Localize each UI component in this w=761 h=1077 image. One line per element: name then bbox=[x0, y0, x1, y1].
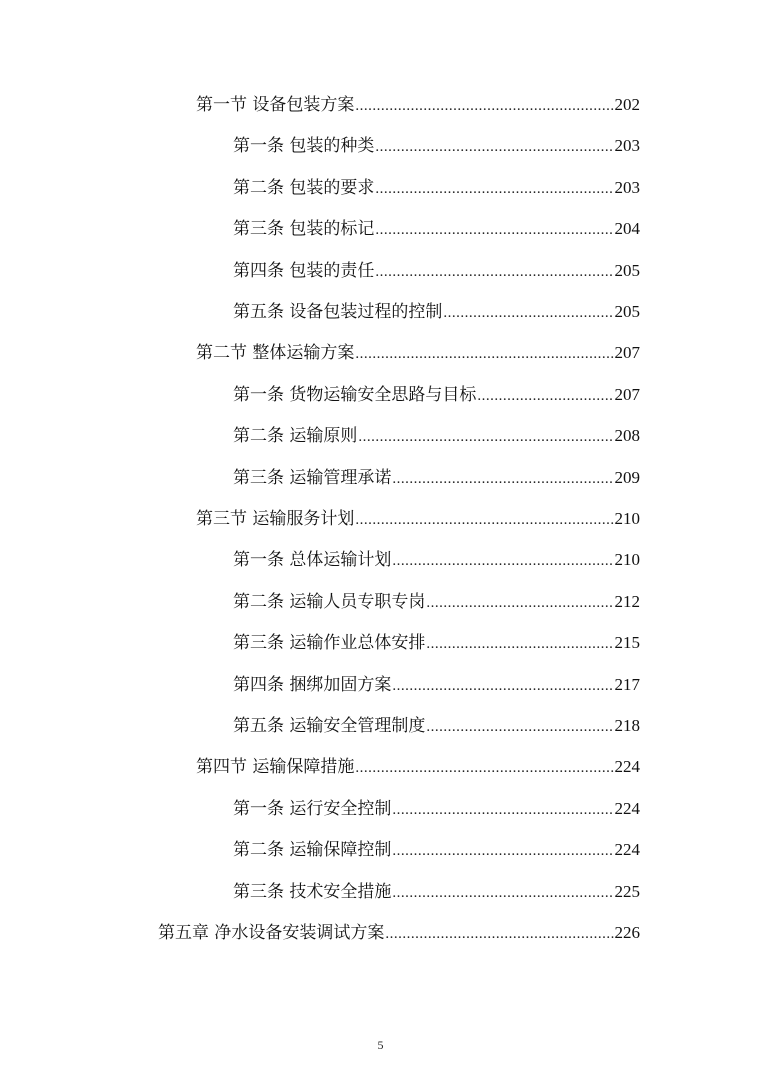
toc-entry-title: 第一条 运行安全控制 bbox=[233, 798, 392, 819]
toc-dot-leader bbox=[477, 381, 613, 411]
toc-entry-page: 203 bbox=[614, 136, 640, 156]
toc-entry-title: 第三条 技术安全措施 bbox=[233, 881, 392, 902]
toc-dot-leader bbox=[426, 629, 613, 659]
toc-entry-title: 第二条 运输人员专职专岗 bbox=[233, 591, 426, 612]
toc-entry-page: 207 bbox=[614, 384, 640, 404]
toc-entry-page: 205 bbox=[614, 260, 640, 280]
toc-entry-title: 第一条 包装的种类 bbox=[233, 136, 375, 157]
toc-entry-page: 217 bbox=[614, 674, 640, 694]
toc-entry-title: 第二节 整体运输方案 bbox=[196, 343, 355, 364]
toc-entry-page: 225 bbox=[614, 881, 640, 901]
toc-entry-title: 第一条 货物运输安全思路与目标 bbox=[233, 384, 477, 405]
toc-entry[interactable] bbox=[233, 173, 640, 203]
toc-entry-page: 218 bbox=[614, 716, 640, 735]
toc-entry-title: 第二条 包装的要求 bbox=[233, 177, 375, 198]
toc-entry[interactable] bbox=[233, 877, 640, 907]
toc-entry[interactable] bbox=[196, 90, 640, 120]
toc-dot-leader bbox=[392, 836, 613, 866]
toc-dot-leader bbox=[355, 91, 613, 121]
toc-entry[interactable] bbox=[233, 297, 640, 327]
toc-entry-page: 224 bbox=[614, 757, 640, 777]
toc-entry-page: 204 bbox=[614, 219, 640, 239]
toc-entry[interactable] bbox=[158, 918, 640, 948]
toc-dot-leader bbox=[375, 215, 613, 245]
toc-entry-title: 第四条 捆绑加固方案 bbox=[233, 674, 392, 695]
toc-dot-leader bbox=[375, 257, 613, 287]
toc-entry[interactable] bbox=[233, 380, 640, 410]
toc-dot-leader bbox=[426, 712, 613, 742]
toc-entry-title: 第三条 运输作业总体安排 bbox=[233, 633, 426, 654]
toc-entry-title: 第三条 包装的标记 bbox=[233, 219, 375, 240]
toc-dot-leader bbox=[426, 588, 613, 618]
toc-entry[interactable] bbox=[233, 711, 640, 741]
toc-dot-leader bbox=[355, 505, 613, 535]
toc-entry-title: 第五条 设备包装过程的控制 bbox=[233, 302, 443, 322]
toc-entry-title: 第四条 包装的责任 bbox=[233, 260, 375, 281]
toc-entry-title: 第三节 运输服务计划 bbox=[196, 509, 355, 529]
toc-dot-leader bbox=[443, 298, 613, 328]
toc-entry-title: 第三条 运输管理承诺 bbox=[233, 467, 392, 488]
toc-dot-leader bbox=[355, 339, 613, 369]
toc-dot-leader bbox=[392, 546, 613, 576]
toc-entry[interactable] bbox=[196, 752, 640, 782]
toc-entry-page: 226 bbox=[614, 923, 640, 942]
toc-dot-leader bbox=[375, 132, 613, 162]
page-number: 5 bbox=[377, 1038, 384, 1052]
toc-entry-page: 209 bbox=[614, 467, 640, 487]
toc-entry[interactable] bbox=[233, 545, 640, 575]
toc-entry[interactable] bbox=[233, 794, 640, 824]
toc-entry[interactable] bbox=[233, 463, 640, 493]
toc-dot-leader bbox=[392, 795, 613, 825]
toc-entry-title: 第四节 运输保障措施 bbox=[196, 757, 355, 778]
toc-dot-leader bbox=[392, 464, 613, 494]
toc-entry-page: 202 bbox=[614, 95, 640, 114]
toc-entry-page: 212 bbox=[614, 591, 640, 611]
toc-entry-title: 第一条 总体运输计划 bbox=[233, 550, 392, 571]
toc-entry-page: 207 bbox=[614, 343, 640, 363]
toc-dot-leader bbox=[355, 753, 613, 783]
toc-dot-leader bbox=[385, 919, 613, 949]
toc-entry-title: 第五条 运输安全管理制度 bbox=[233, 716, 426, 736]
toc-entry[interactable] bbox=[233, 131, 640, 161]
toc-entry[interactable] bbox=[233, 670, 640, 700]
toc-entry[interactable] bbox=[233, 214, 640, 244]
toc-entry-title: 第五章 净水设备安装调试方案 bbox=[158, 923, 385, 943]
toc-entry-page: 205 bbox=[614, 302, 640, 321]
toc-entry[interactable] bbox=[196, 504, 640, 534]
toc-dot-leader bbox=[375, 174, 613, 204]
toc-entry-title: 第一节 设备包装方案 bbox=[196, 95, 355, 115]
toc-entry[interactable] bbox=[233, 421, 640, 451]
toc-entry-page: 215 bbox=[614, 633, 640, 653]
toc-entry[interactable] bbox=[233, 587, 640, 617]
toc-entry-title: 第二条 运输原则 bbox=[233, 426, 358, 447]
toc-entry-page: 210 bbox=[614, 509, 640, 528]
toc-dot-leader bbox=[392, 671, 613, 701]
toc-dot-leader bbox=[358, 422, 613, 452]
toc-entry-page: 224 bbox=[614, 840, 640, 860]
toc-entry-page: 210 bbox=[614, 550, 640, 570]
toc-entry[interactable] bbox=[233, 835, 640, 865]
toc-entry-page: 203 bbox=[614, 177, 640, 197]
toc-entry-page: 208 bbox=[614, 426, 640, 446]
toc-entry[interactable] bbox=[196, 338, 640, 368]
toc-entry-page: 224 bbox=[614, 798, 640, 818]
toc-entry-title: 第二条 运输保障控制 bbox=[233, 840, 392, 861]
toc-dot-leader bbox=[392, 878, 613, 908]
toc-entry[interactable] bbox=[233, 256, 640, 286]
toc-entry[interactable] bbox=[233, 628, 640, 658]
